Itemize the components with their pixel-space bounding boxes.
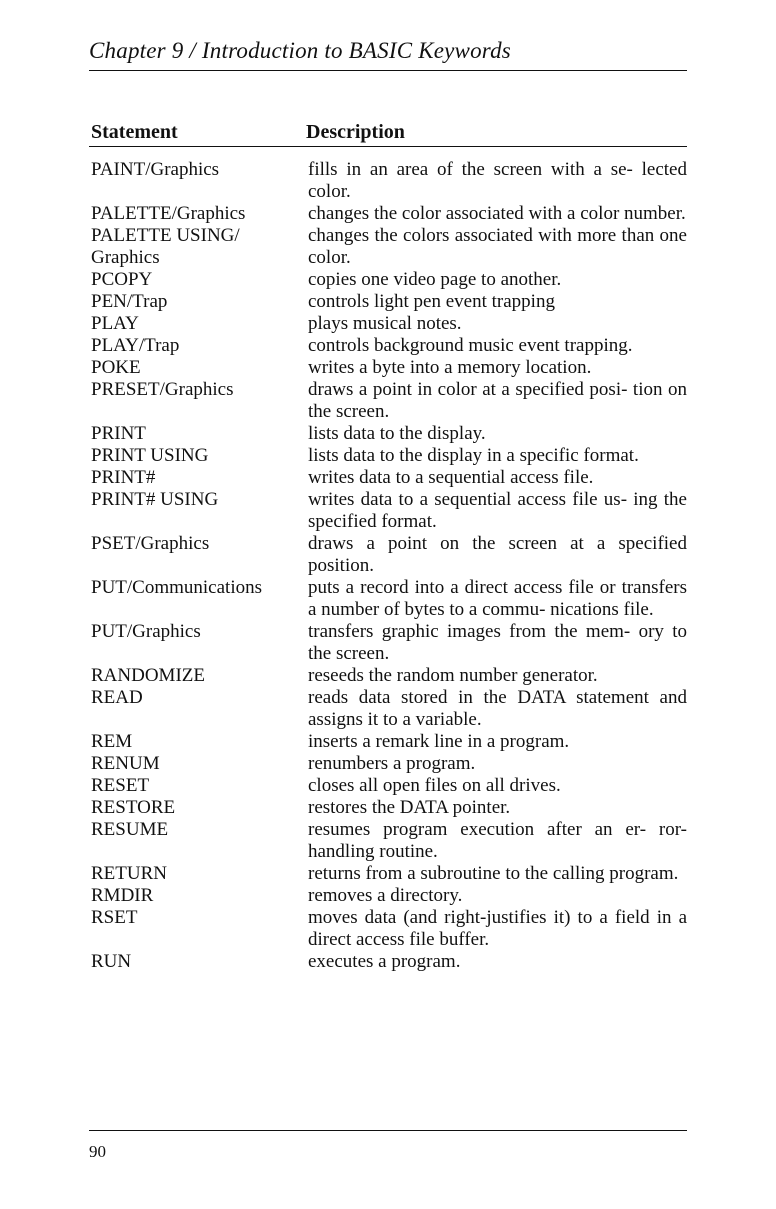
description-cell: reads data stored in the DATA statement and assigns it to a variable.	[308, 687, 687, 730]
table-row	[89, 203, 689, 225]
statement-cell: RESTORE	[91, 797, 176, 818]
description-cell: returns from a subroutine to the calling program.	[308, 863, 679, 884]
statement-cell: PUT/Communications	[91, 577, 262, 598]
statement-cell: PRINT	[91, 423, 146, 444]
statement-cell: PRINT USING	[91, 445, 209, 466]
table-row	[89, 687, 689, 731]
table-row	[89, 819, 689, 863]
statement-cell: RSET	[91, 907, 138, 928]
table-row	[89, 863, 689, 885]
description-cell: renumbers a program.	[308, 753, 476, 774]
description-cell: restores the DATA pointer.	[308, 797, 511, 818]
statement-cell: RUN	[91, 951, 132, 972]
description-cell: lists data to the display in a specific format.	[308, 445, 639, 466]
description-cell: inserts a remark line in a program.	[308, 731, 570, 752]
statement-column-header: Statement	[91, 121, 178, 143]
description-cell: draws a point in color at a specified posi- tion on the screen.	[308, 379, 687, 422]
table-row	[89, 335, 689, 357]
table-row	[89, 797, 689, 819]
description-cell: draws a point on the screen at a specified position.	[308, 533, 687, 576]
page-number: 90	[89, 1142, 106, 1161]
column-header-rule	[89, 146, 687, 147]
description-cell: writes a byte into a memory location.	[308, 357, 592, 378]
table-row	[89, 665, 689, 687]
table-row	[89, 907, 689, 951]
statement-cell: PCOPY	[91, 269, 153, 290]
description-cell: removes a directory.	[308, 885, 463, 906]
statement-cell: RANDOMIZE	[91, 665, 205, 686]
table-row	[89, 577, 689, 621]
table-row	[89, 951, 689, 973]
table-row	[89, 159, 689, 203]
table-row	[89, 775, 689, 797]
table-row	[89, 225, 689, 269]
statement-cell: PEN/Trap	[91, 291, 168, 312]
table-row	[89, 423, 689, 445]
statement-cell: PUT/Graphics	[91, 621, 201, 642]
table-row	[89, 885, 689, 907]
table-row	[89, 533, 689, 577]
table-row	[89, 621, 689, 665]
statement-cell: RESET	[91, 775, 150, 796]
statement-cell: PALETTE USING/ Graphics	[91, 225, 240, 268]
description-cell: moves data (and right-justifies it) to a field in a direct access file buffer.	[308, 907, 687, 950]
description-cell: lists data to the display.	[308, 423, 486, 444]
description-cell: writes data to a sequential access file.	[308, 467, 594, 488]
statement-cell: REM	[91, 731, 133, 752]
statement-cell: PALETTE/Graphics	[91, 203, 246, 224]
description-cell: reseeds the random number generator.	[308, 665, 598, 686]
statement-cell: READ	[91, 687, 143, 708]
description-cell: fills in an area of the screen with a se- lected color.	[308, 159, 687, 202]
chapter-header: Chapter 9 / Introduction to BASIC Keywords	[89, 38, 511, 63]
table-row	[89, 379, 689, 423]
statement-cell: PLAY	[91, 313, 139, 334]
description-cell: controls background music event trapping.	[308, 335, 633, 356]
statement-cell: RETURN	[91, 863, 167, 884]
table-row	[89, 269, 689, 291]
description-cell: writes data to a sequential access file us- ing the specified format.	[308, 489, 687, 532]
description-cell: puts a record into a direct access file or transfers a number of bytes to a commu- nications file.	[308, 577, 687, 620]
description-cell: closes all open files on all drives.	[308, 775, 561, 796]
table-row	[89, 753, 689, 775]
statement-cell: PRESET/Graphics	[91, 379, 234, 400]
description-cell: executes a program.	[308, 951, 461, 972]
statement-cell: PSET/Graphics	[91, 533, 210, 554]
statement-cell: RESUME	[91, 819, 169, 840]
statement-cell: POKE	[91, 357, 141, 378]
table-row	[89, 357, 689, 379]
statement-cell: PLAY/Trap	[91, 335, 180, 356]
description-cell: controls light pen event trapping	[308, 291, 555, 312]
statement-cell: RMDIR	[91, 885, 154, 906]
table-row	[89, 731, 689, 753]
table-row	[89, 489, 689, 533]
description-cell: changes the color associated with a color number.	[308, 203, 686, 224]
statement-cell: RENUM	[91, 753, 160, 774]
statement-cell: PRINT#	[91, 467, 156, 488]
table-row	[89, 313, 689, 335]
statement-cell: PAINT/Graphics	[91, 159, 220, 180]
keyword-table	[89, 159, 689, 973]
description-cell: plays musical notes.	[308, 313, 462, 334]
description-cell: changes the colors associated with more than one color.	[308, 225, 687, 268]
description-cell: resumes program execution after an er- ror-handling routine.	[308, 819, 687, 862]
description-cell: transfers graphic images from the mem- ory to the screen.	[308, 621, 687, 664]
header-rule	[89, 70, 687, 71]
footer-rule	[89, 1130, 687, 1131]
table-row	[89, 467, 689, 489]
description-column-header: Description	[306, 121, 405, 143]
statement-cell: PRINT# USING	[91, 489, 219, 510]
table-row	[89, 445, 689, 467]
table-row	[89, 291, 689, 313]
description-cell: copies one video page to another.	[308, 269, 562, 290]
